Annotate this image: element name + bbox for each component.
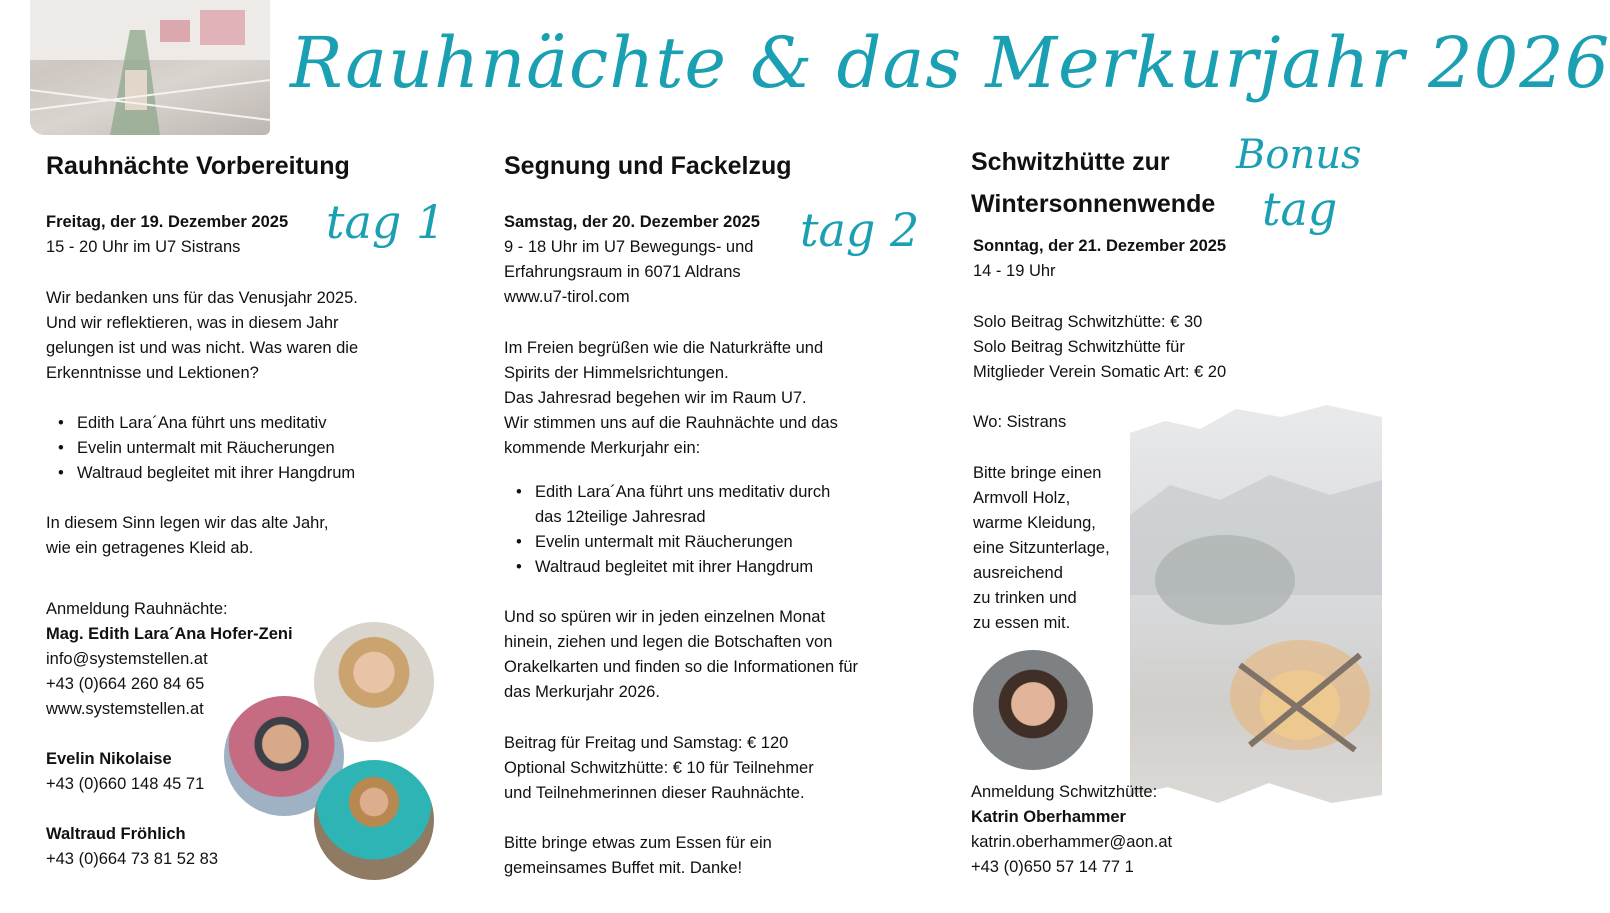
contact1-phone: +43 (0)664 260 84 65	[46, 675, 205, 693]
col1-intro-line: Wir bedanken uns für das Venusjahr 2025.	[46, 289, 358, 307]
col2-intro	[504, 336, 924, 461]
col1-heading: Rauhnächte Vorbereitung	[46, 152, 350, 180]
col2-body-line: Und so spüren wir in jeden einzelnen Monat	[504, 608, 826, 626]
col2-info	[504, 210, 804, 310]
col2-heading: Segnung und Fackelzug	[504, 152, 792, 180]
col3-heading-line1: Schwitzhütte zur	[971, 148, 1170, 176]
col2-intro-line: Das Jahresrad begehen wir im Raum U7.	[504, 389, 807, 407]
list-item: • Waltraud begleitet mit ihrer Hangdrum	[46, 461, 426, 486]
col1-closing-line: In diesem Sinn legen wir das alte Jahr,	[46, 514, 329, 532]
list-item: • Edith Lara´Ana führt uns meditativ	[46, 411, 426, 436]
col2-price-line: und Teilnehmerinnen dieser Rauhnächte.	[504, 784, 805, 802]
col1-closing-line: wie ein getragenes Kleid ab.	[46, 539, 254, 557]
col2-date: Samstag, der 20. Dezember 2025	[504, 213, 760, 231]
col2-body-line: hinein, ziehen und legen die Botschaften von	[504, 633, 833, 651]
col1-intro-line: Erkenntnisse und Lektionen?	[46, 364, 259, 382]
list-item: • Evelin untermalt mit Räucherungen	[504, 530, 924, 555]
col3-price	[973, 310, 1273, 385]
col2-bring-line: Bitte bringe etwas zum Essen für ein	[504, 834, 772, 852]
col2-intro-line: Im Freien begrüßen wie die Naturkräfte und	[504, 339, 824, 357]
col3-bring	[973, 461, 1173, 636]
contact3-phone: +43 (0)664 73 81 52 83	[46, 850, 219, 868]
col3-tag-label: tag	[1262, 182, 1338, 236]
contact2-name: Evelin Nikolaise	[46, 750, 172, 768]
list-item-text: Edith Lara´Ana führt uns meditativ durch	[535, 483, 831, 501]
col3-contact-phone: +43 (0)650 57 14 77 1	[971, 858, 1134, 876]
col2-price-line: Beitrag für Freitag und Samstag: € 120	[504, 734, 789, 752]
contact2-phone: +43 (0)660 148 45 71	[46, 775, 205, 793]
contact1-web[interactable]: www.systemstellen.at	[46, 700, 204, 718]
col2-intro-line: Spirits der Himmelsrichtungen.	[504, 364, 729, 382]
col1-intro	[46, 286, 426, 386]
col3-where: Wo: Sistrans	[973, 413, 1067, 431]
contact3-name: Waltraud Fröhlich	[46, 825, 186, 843]
col2-bring	[504, 831, 924, 881]
col1-bullet-list	[46, 411, 426, 486]
col3-price-line: Solo Beitrag Schwitzhütte für	[973, 338, 1185, 356]
col3-price-line: Mitglieder Verein Somatic Art: € 20	[973, 363, 1227, 381]
col2-price-line: Optional Schwitzhütte: € 10 für Teilnehmer	[504, 759, 814, 777]
col3-contact-email[interactable]: katrin.oberhammer@aon.at	[971, 833, 1173, 851]
col3-bring-line: eine Sitzunterlage,	[973, 539, 1110, 557]
col2-bring-line: gemeinsames Buffet mit. Danke!	[504, 859, 743, 877]
col1-time-place: 15 - 20 Uhr im U7 Sistrans	[46, 238, 241, 256]
col2-intro-line: Wir stimmen uns auf die Rauhnächte und das	[504, 414, 838, 432]
contact1-email[interactable]: info@systemstellen.at	[46, 650, 208, 668]
list-item	[504, 480, 924, 530]
col1-closing	[46, 511, 426, 561]
col3-contact-label: Anmeldung Schwitzhütte:	[971, 783, 1158, 801]
col3-bring-line: ausreichend	[973, 564, 1063, 582]
col3-bring-line: zu essen mit.	[973, 614, 1071, 632]
contacts-label: Anmeldung Rauhnächte:	[46, 600, 228, 618]
col2-place-line: 9 - 18 Uhr im U7 Bewegungs- und	[504, 238, 754, 256]
list-item: • Waltraud begleitet mit ihrer Hangdrum	[504, 555, 924, 580]
col2-intro-line: kommende Merkurjahr ein:	[504, 439, 701, 457]
col1-date: Freitag, der 19. Dezember 2025	[46, 213, 289, 231]
col2-bullet-list	[504, 480, 924, 580]
col3-time: 14 - 19 Uhr	[973, 262, 1056, 280]
col1-intro-line: gelungen ist und was nicht. Was waren die	[46, 339, 359, 357]
col1-info	[46, 210, 336, 260]
col2-body-line: Orakelkarten und finden so die Informationen für	[504, 658, 859, 676]
col2-body-line: das Merkurjahr 2026.	[504, 683, 660, 701]
list-item-text-cont: das 12teilige Jahresrad	[535, 508, 706, 526]
portrait-waltraud	[314, 760, 434, 880]
header-room-photo	[30, 0, 270, 135]
col3-bring-line: Armvoll Holz,	[973, 489, 1071, 507]
col3-bring-line: Bitte bringe einen	[973, 464, 1102, 482]
list-item: • Evelin untermalt mit Räucherungen	[46, 436, 426, 461]
col3-contact	[971, 780, 1271, 880]
portrait-katrin	[973, 650, 1093, 770]
col2-price	[504, 731, 924, 806]
col3-price-line: Solo Beitrag Schwitzhütte: € 30	[973, 313, 1203, 331]
col3-info	[973, 234, 1273, 284]
col2-body	[504, 605, 924, 705]
col3-bring-line: zu trinken und	[973, 589, 1077, 607]
col3-heading-line2: Wintersonnenwende	[971, 190, 1216, 218]
col2-website[interactable]: www.u7-tirol.com	[504, 288, 630, 306]
contact1-name: Mag. Edith Lara´Ana Hofer-Zeni	[46, 625, 293, 643]
page-title: Rauhnächte & das Merkurjahr 2026	[290, 22, 1610, 104]
col2-place-line: Erfahrungsraum in 6071 Aldrans	[504, 263, 741, 281]
col1-intro-line: Und wir reflektieren, was in diesem Jahr	[46, 314, 339, 332]
col3-bonus-label: Bonus	[1236, 132, 1362, 178]
col3-bring-line: warme Kleidung,	[973, 514, 1096, 532]
room-photo-shapes	[30, 0, 270, 135]
col3-contact-name: Katrin Oberhammer	[971, 808, 1126, 826]
col1-tag-label: tag 1	[326, 195, 446, 249]
col3-date: Sonntag, der 21. Dezember 2025	[973, 237, 1227, 255]
col2-tag-label: tag 2	[800, 203, 920, 257]
